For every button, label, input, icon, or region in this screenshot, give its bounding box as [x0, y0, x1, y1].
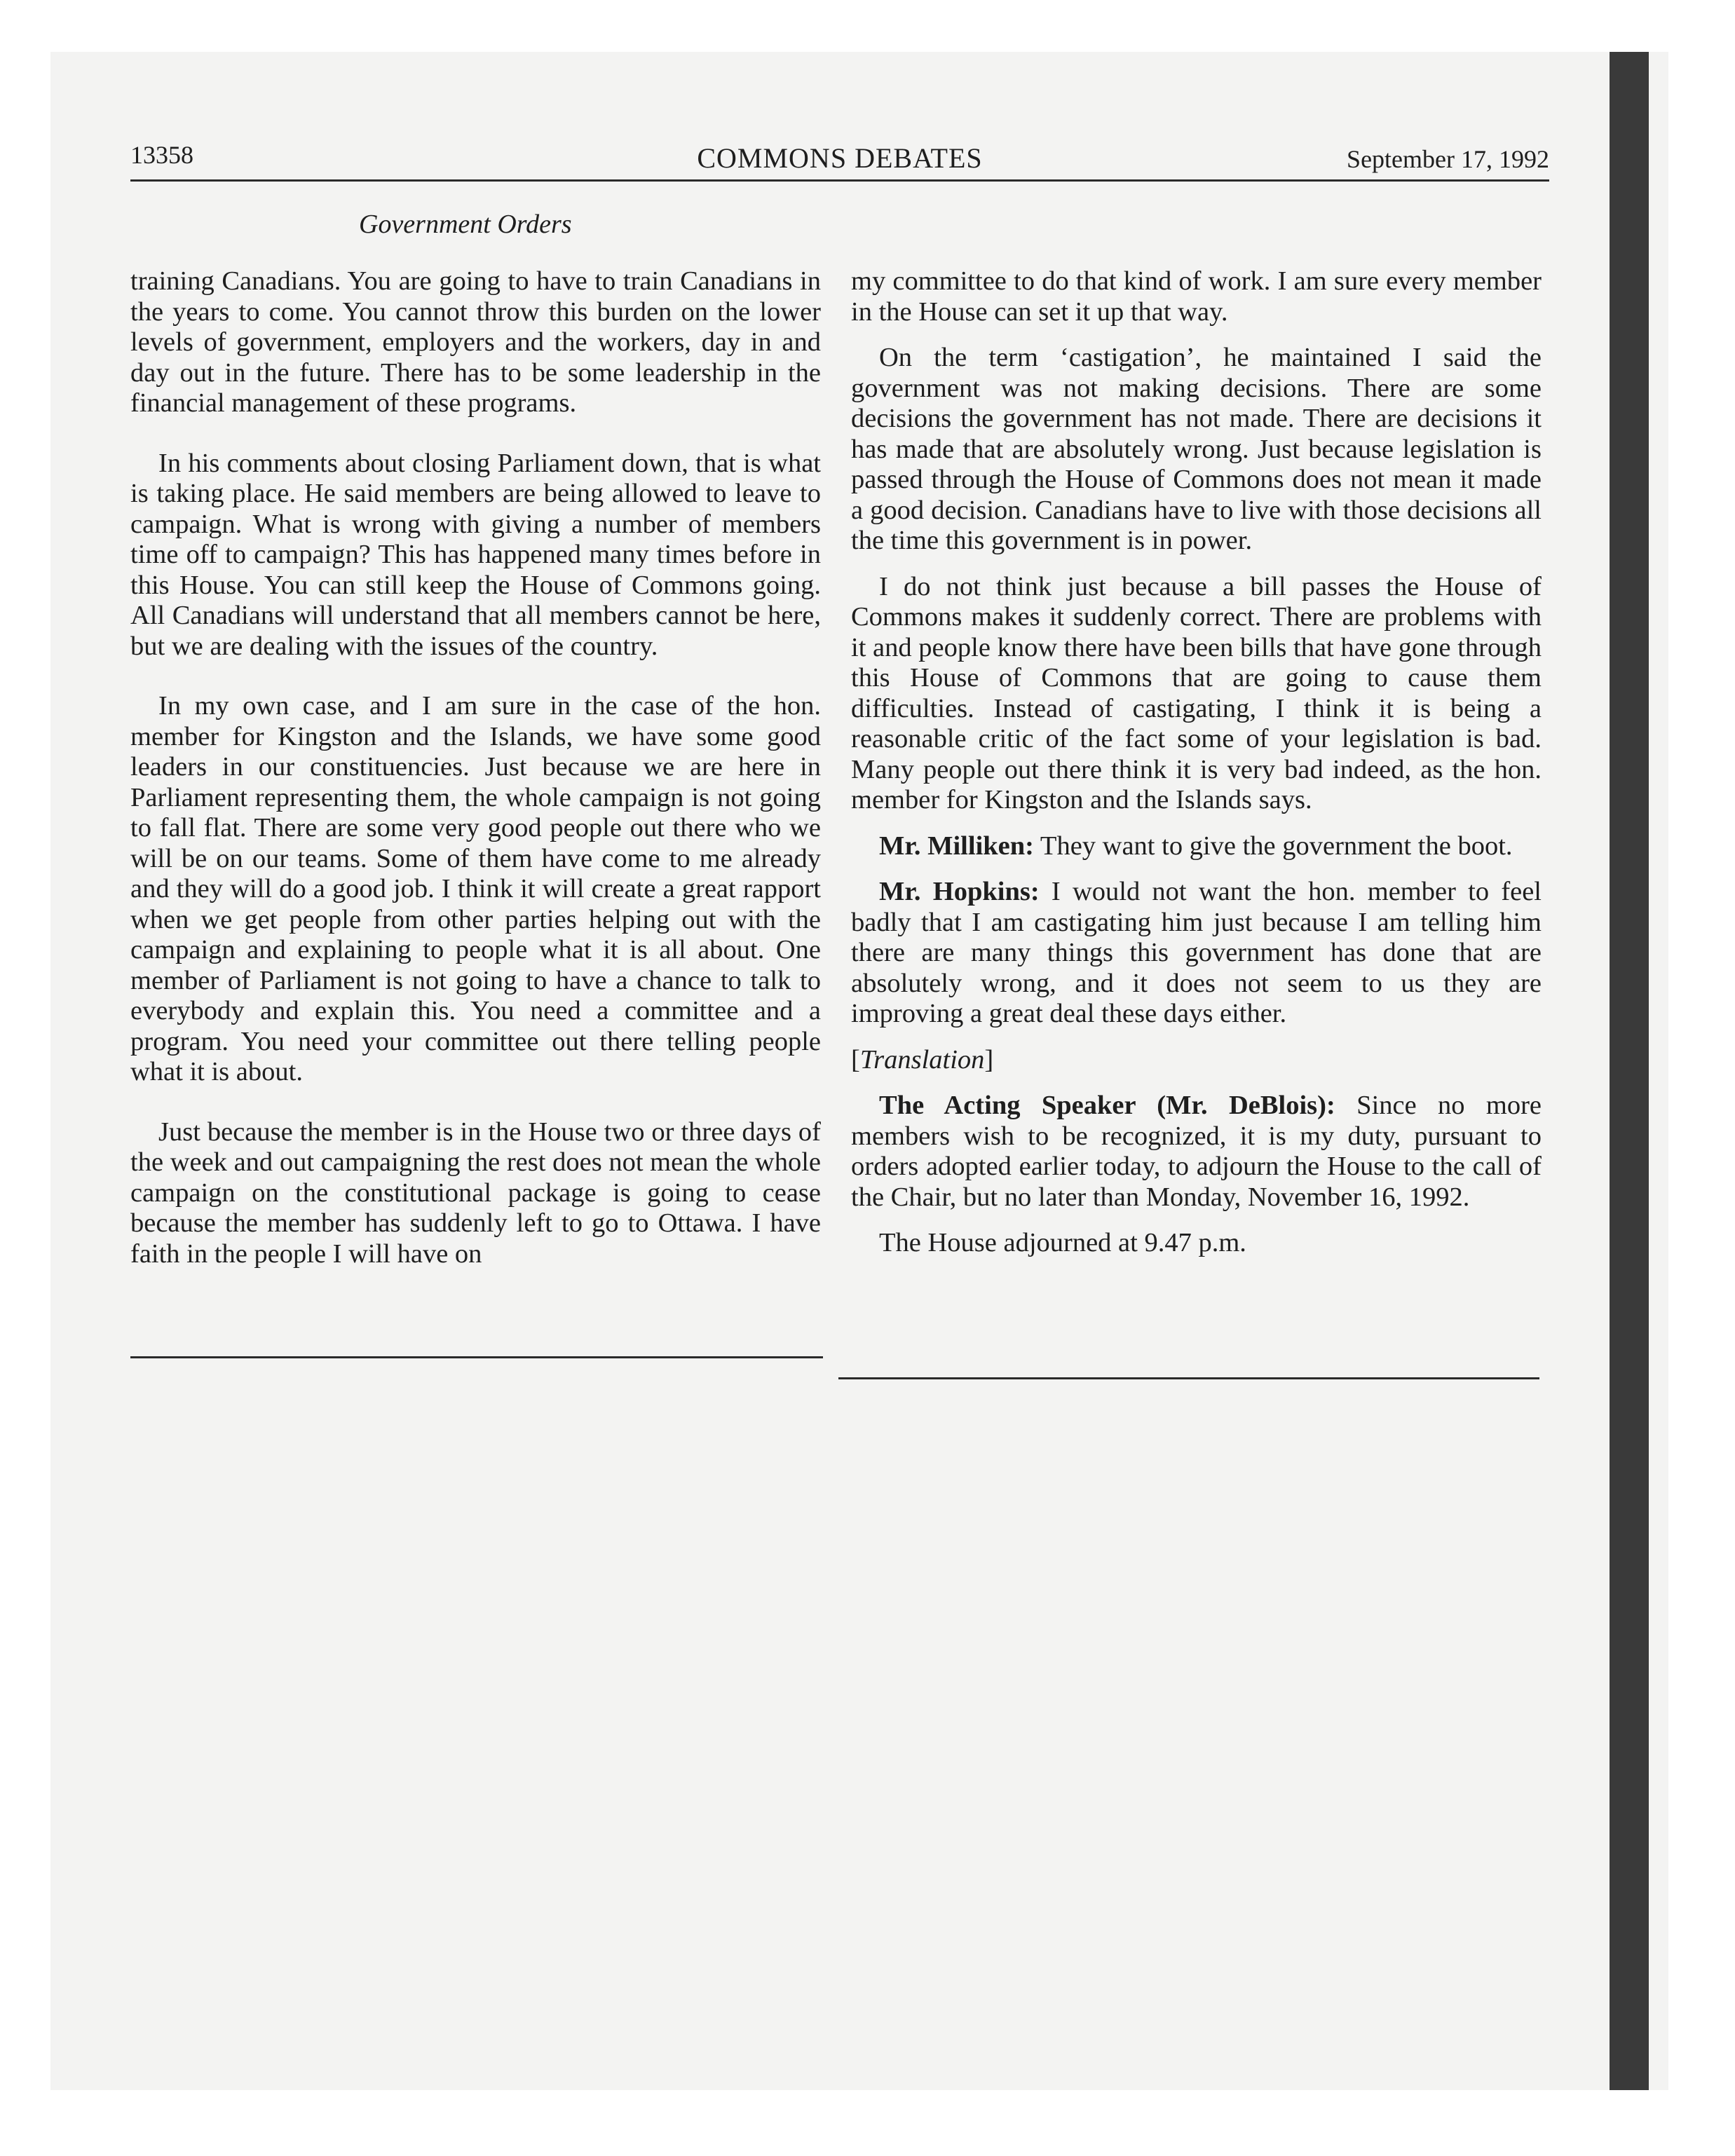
paragraph: I do not think just because a bill passes the House of Commons makes it suddenly correct. There are problems with it and people know there have been bills that have gone through this House of Commons that are going to cause them difficulties. Instead of castigating, I think it is being a reasonable critic of the fact some of your legislation is bad. Many people out there think it is very bad indeed, as the hon. member for Kingston and the Islands says.	[851, 571, 1542, 814]
page-number: 13358	[130, 141, 193, 169]
paragraph: In my own case, and I am sure in the case of the hon. member for Kingston and the Islands, we have some good leaders in our constituencies. Just because we are here in Parliament representing them, the whole campaign is not going to fall flat. There are some very good people out there who we will be on our teams. Some of them have come to me already and they will do a good job. I think it will create a great rapport when we get people from other parties helping out with the campaign and explaining to people what it is all about. One member of Parliament is not going to have a chance to talk to everybody and explain this. You need a committee and a program. You need your committee out there telling people what it is about.	[130, 691, 821, 1086]
speech-text: I would not want the hon. member to feel badly that I am castigating him just because I am telling him there are many things this government has done that are absolutely wrong, and it does not seem to us they are improving a great deal these days either.	[851, 877, 1542, 1028]
speaker-name: The Acting Speaker (Mr. DeBlois):	[879, 1091, 1335, 1120]
speaker-name: Mr. Milliken:	[879, 831, 1034, 861]
right-column	[851, 266, 1542, 1259]
adjournment-notice: The House adjourned at 9.47 p.m.	[879, 1228, 1246, 1257]
paragraph: training Canadians. You are going to have to train Canadians in the years to come. You cannot throw this burden on the lower levels of government, employers and the workers, day in and day out in the future. There has to be some leadership in the financial management of these programs.	[130, 266, 821, 418]
column-end-rule	[838, 1377, 1539, 1379]
header-date: September 17, 1992	[1347, 145, 1549, 173]
translation-label: Translation	[859, 1044, 985, 1074]
bracket-open: [	[851, 1044, 860, 1074]
speech-milliken	[851, 831, 1542, 862]
column-end-rule	[130, 1356, 823, 1358]
page-header	[130, 137, 1549, 182]
speech-text: They want to give the government the boot.	[1034, 831, 1513, 861]
bracket-close: ]	[984, 1044, 994, 1074]
journal-title: COMMONS DEBATES	[697, 142, 983, 174]
left-column	[130, 266, 821, 1269]
paragraph: my committee to do that kind of work. I am sure every member in the House can set it up that way.	[851, 266, 1542, 327]
translation-marker	[851, 1045, 1542, 1076]
speaker-name: Mr. Hopkins:	[879, 877, 1040, 906]
speech-acting-speaker	[851, 1091, 1542, 1213]
paragraph: In his comments about closing Parliament down, that is what is taking place. He said members are being allowed to leave to campaign. What is wrong with giving a number of members time off to campaign? This has happened many times before in this House. You can still keep the House of Commons going. All Canadians will understand that all members cannot be here, but we are dealing with the issues of the country.	[130, 448, 821, 661]
speech-hopkins	[851, 877, 1542, 1030]
section-heading: Government Orders	[359, 210, 572, 239]
paragraph: Just because the member is in the House two or three days of the week and out campaigning the rest does not mean the whole campaign on the constitutional package is going to cease because the member has suddenly left to go to Ottawa. I have faith in the people I will have on	[130, 1117, 821, 1269]
speech-text: Since no more members wish to be recognized, it is my duty, pursuant to orders adopted earlier today, to adjourn the House to the call of the Chair, but no later than Monday, November 16, 1992.	[851, 1091, 1542, 1212]
scan-edge-shadow	[1610, 52, 1649, 2090]
paragraph: On the term ‘castigation’, he maintained I said the government was not making decisions. There are some decisions the government has not made. There are decisions it has made that are absolutely wrong. Just because legislation is passed through the House of Commons does not mean it made a good decision. Canadians have to live with those decisions all the time this government is in power.	[851, 343, 1542, 555]
